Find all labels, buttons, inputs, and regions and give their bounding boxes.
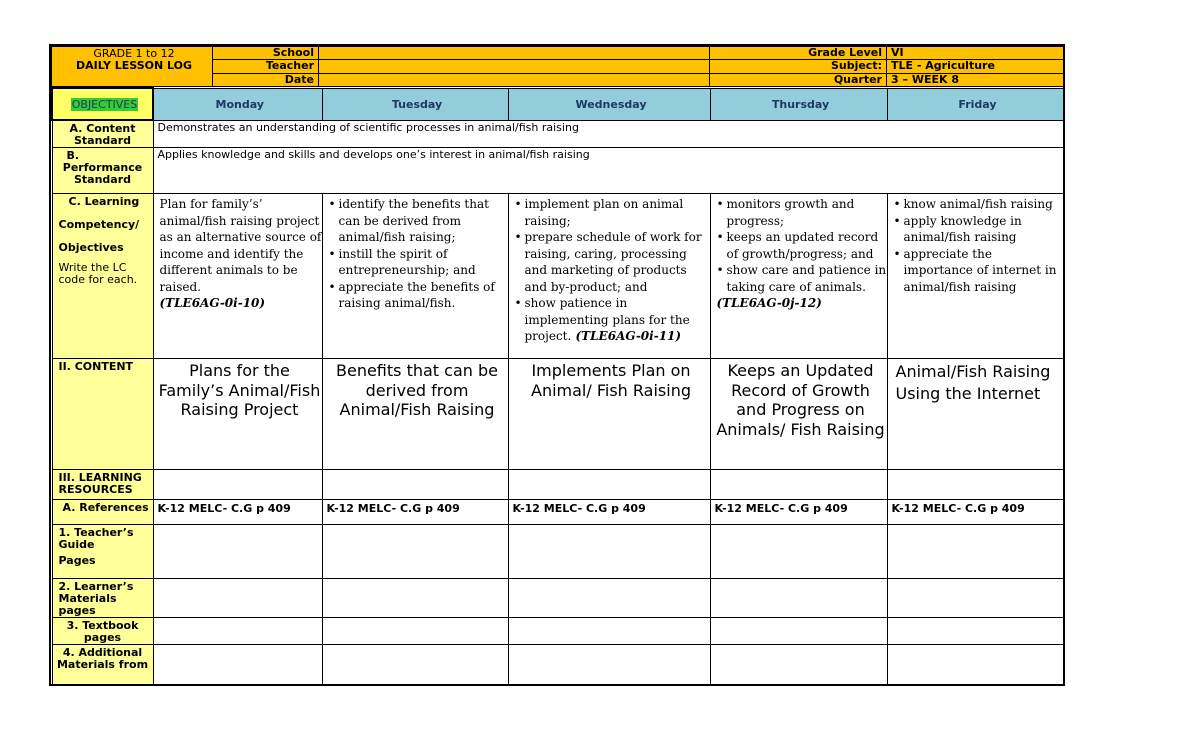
empty-cell[interactable] (322, 525, 508, 579)
competency-bullet-item: • show care and patience in taking care of animals. (717, 262, 887, 295)
objectives-sub-label: Objectives (58, 241, 124, 254)
empty-cell[interactable] (153, 618, 322, 645)
subject-value[interactable]: TLE - Agriculture (887, 60, 1064, 73)
daily-lesson-log-sheet (49, 44, 1065, 686)
log-title-cell (52, 47, 213, 87)
content-standard-text: Demonstrates an understanding of scientific processes in animal/fish raising (153, 120, 1064, 148)
additional-materials-row (52, 645, 1064, 687)
reference-friday: K-12 MELC- C.G p 409 (887, 500, 1064, 525)
reference-tuesday: K-12 MELC- C.G p 409 (322, 500, 508, 525)
quarter-value[interactable]: 3 – WEEK 8 (887, 73, 1064, 86)
empty-cell[interactable] (887, 579, 1064, 618)
teacher-value[interactable] (319, 60, 710, 73)
daily-lesson-log-title: DAILY LESSON LOG (75, 59, 193, 72)
competency-bullet-item: • keeps an updated record of growth/progress; and (717, 229, 887, 262)
learning-competency-label (52, 194, 153, 359)
empty-cell[interactable] (887, 645, 1064, 687)
learning-competency-row (52, 194, 1064, 359)
performance-standard-title: Performance Standard (62, 161, 143, 186)
empty-cell[interactable] (887, 525, 1064, 579)
competency-bullet-item: • prepare schedule of work for raising, caring, processing and marketing of products and by-product; and (515, 229, 710, 295)
competency-code: (TLE6AG-0i-11) (571, 329, 682, 343)
empty-cell[interactable] (508, 525, 710, 579)
competency-tuesday (322, 194, 508, 359)
learning-resources-row (52, 470, 1064, 500)
competency-wednesday (508, 194, 710, 359)
competency-bullet-item: • implement plan on animal raising; (515, 196, 710, 229)
empty-cell[interactable] (508, 579, 710, 618)
competency-bullet-item: • show patience in implementing plans for the project. (TLE6AG-0i-11) (515, 295, 710, 345)
empty-cell[interactable] (322, 579, 508, 618)
content-friday: Animal/Fish Raising Using the Internet (887, 359, 1064, 470)
empty-cell[interactable] (710, 618, 887, 645)
empty-cell[interactable] (322, 618, 508, 645)
empty-cell[interactable] (322, 645, 508, 687)
day-thursday: Thursday (710, 88, 887, 120)
teachers-guide-title: 1. Teacher’s Guide (58, 526, 134, 551)
competency-bullet-item: • instill the spirit of entrepreneurship; and (329, 246, 508, 279)
empty-cell[interactable] (710, 470, 887, 500)
references-label: A. References (52, 500, 153, 525)
day-friday: Friday (887, 88, 1064, 120)
teachers-guide-label (52, 525, 153, 579)
grade-level-value[interactable]: VI (887, 47, 1064, 60)
content-monday: Plans for the Family’s Animal/Fish Raising Project (153, 359, 322, 470)
lesson-body-table (51, 87, 1065, 686)
content-thursday: Keeps an Updated Record of Growth and Progress on Animals/ Fish Raising (710, 359, 887, 470)
empty-cell[interactable] (710, 579, 887, 618)
competency-bullet-item: • know animal/fish raising (894, 196, 1064, 213)
textbook-label: 3. Textbook pages (52, 618, 153, 645)
competency-thursday-code: (TLE6AG-0j-12) (716, 296, 822, 310)
competency-monday-text: Plan for family’s’ animal/fish raising project as an alternative source of income and identify the different animals to be raised. (159, 197, 322, 294)
day-monday: Monday (153, 88, 322, 120)
competency-thursday-list (717, 196, 887, 295)
learners-materials-row (52, 579, 1064, 618)
reference-wednesday: K-12 MELC- C.G p 409 (508, 500, 710, 525)
competency-bullet-item: • apply knowledge in animal/fish raising (894, 213, 1064, 246)
objectives-label: OBJECTIVES (71, 97, 138, 111)
learning-competency-title: C. Learning (68, 195, 140, 208)
competency-wednesday-list (515, 196, 710, 345)
school-value[interactable] (319, 47, 710, 60)
empty-cell[interactable] (887, 470, 1064, 500)
empty-cell[interactable] (710, 525, 887, 579)
performance-standard-label (52, 148, 153, 194)
learners-materials-label: 2. Learner’s Materials pages (52, 579, 153, 618)
empty-cell[interactable] (508, 645, 710, 687)
grade-level-label: Grade Level (710, 47, 887, 60)
learning-resources-label: III. LEARNING RESOURCES (52, 470, 153, 500)
objectives-header (52, 88, 153, 120)
reference-thursday: K-12 MELC- C.G p 409 (710, 500, 887, 525)
references-row (52, 500, 1064, 525)
competency-bullet-item: • monitors growth and progress; (717, 196, 887, 229)
quarter-label: Quarter (710, 73, 887, 86)
day-header-row (52, 88, 1064, 120)
lc-code-note: Write the LC code for each. (58, 261, 138, 286)
content-tuesday: Benefits that can be derived from Animal/Fish Raising (322, 359, 508, 470)
competency-bullet-item: • identify the benefits that can be derived from animal/fish raising; (329, 196, 508, 246)
competency-bullet-item: • appreciate the importance of internet in animal/fish raising (894, 246, 1064, 296)
competency-monday-code: (TLE6AG-0i-10) (159, 296, 266, 310)
content-standard-row (52, 120, 1064, 148)
teachers-guide-row (52, 525, 1064, 579)
empty-cell[interactable] (153, 525, 322, 579)
competency-monday (153, 194, 322, 359)
performance-standard-prefix: B. (66, 149, 80, 162)
empty-cell[interactable] (508, 618, 710, 645)
date-value[interactable] (319, 73, 710, 86)
reference-monday: K-12 MELC- C.G p 409 (153, 500, 322, 525)
textbook-row (52, 618, 1064, 645)
competency-label: Competency/ (58, 218, 140, 231)
competency-friday (887, 194, 1064, 359)
performance-standard-row (52, 148, 1064, 194)
performance-standard-text: Applies knowledge and skills and develops one’s interest in animal/fish raising (153, 148, 1064, 194)
empty-cell[interactable] (508, 470, 710, 500)
date-label: Date (213, 73, 319, 86)
content-wednesday: Implements Plan on Animal/ Fish Raising (508, 359, 710, 470)
day-tuesday: Tuesday (322, 88, 508, 120)
content-row (52, 359, 1064, 470)
teacher-label: Teacher (213, 60, 319, 73)
competency-thursday (710, 194, 887, 359)
additional-materials-label: 4. Additional Materials from (52, 645, 153, 687)
empty-cell[interactable] (710, 645, 887, 687)
empty-cell[interactable] (153, 579, 322, 618)
subject-label: Subject: (710, 60, 887, 73)
competency-tuesday-list (329, 196, 508, 312)
day-wednesday: Wednesday (508, 88, 710, 120)
competency-bullet-item: • appreciate the benefits of raising animal/fish. (329, 279, 508, 312)
grade-range-label: GRADE 1 to 12 (93, 47, 175, 60)
header-table (51, 46, 1064, 87)
content-label: II. CONTENT (52, 359, 153, 470)
empty-cell[interactable] (153, 470, 322, 500)
teachers-guide-pages: Pages (58, 554, 96, 567)
competency-friday-list (894, 196, 1064, 295)
empty-cell[interactable] (153, 645, 322, 687)
content-standard-label: A. Content Standard (52, 120, 153, 148)
empty-cell[interactable] (887, 618, 1064, 645)
empty-cell[interactable] (322, 470, 508, 500)
school-label: School (213, 47, 319, 60)
